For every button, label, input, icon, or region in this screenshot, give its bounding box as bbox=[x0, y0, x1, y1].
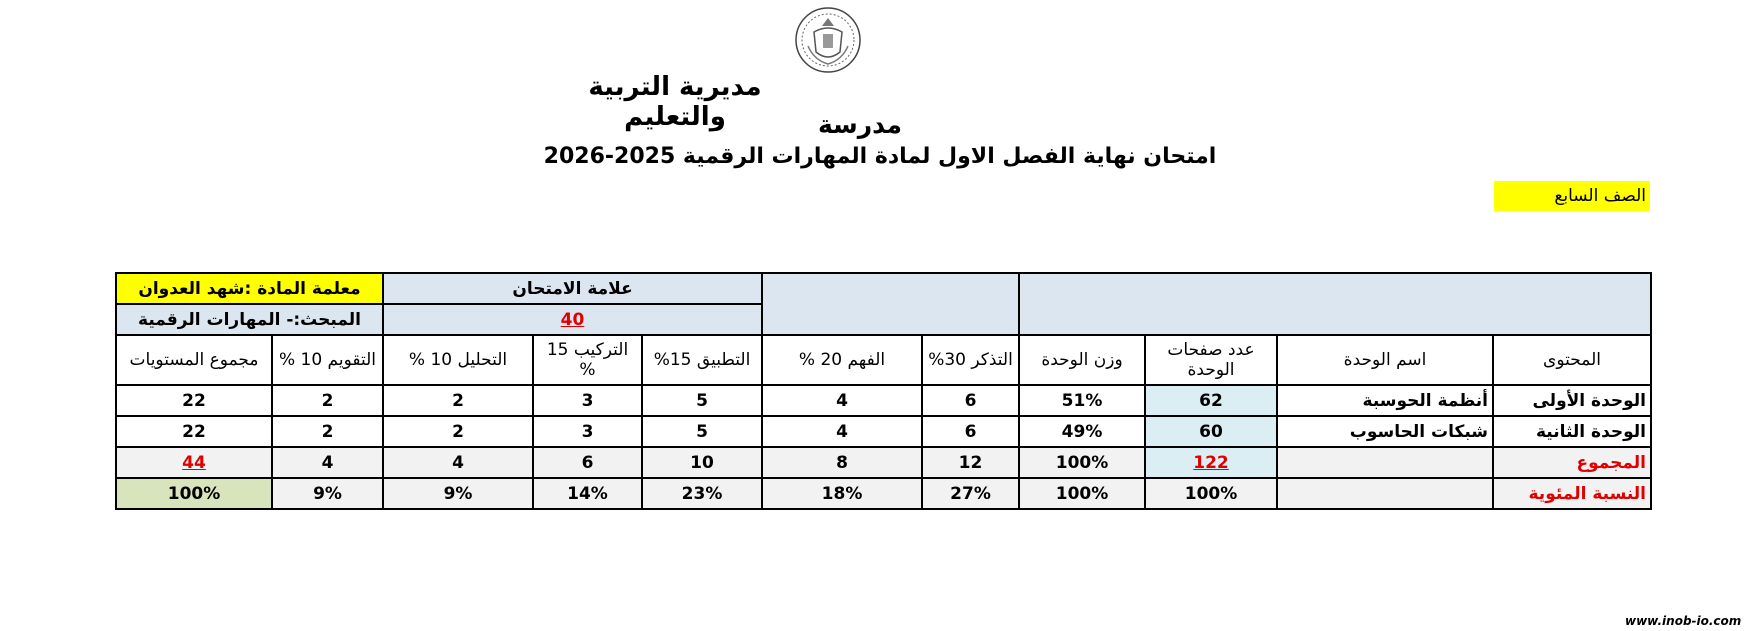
sum-weight: 100% bbox=[1019, 447, 1145, 478]
directorate-title: مديرية التربية والتعليم bbox=[588, 72, 762, 132]
col-total-levels: مجموع المستويات bbox=[116, 335, 272, 385]
pct-weight: 100% bbox=[1019, 478, 1145, 509]
cell-recall: 6 bbox=[922, 385, 1019, 416]
cell-total: 22 bbox=[116, 385, 272, 416]
col-analysis: التحليل 10 % bbox=[383, 335, 533, 385]
table-row bbox=[116, 385, 1651, 416]
jordan-emblem-icon bbox=[794, 6, 862, 74]
cell-analysis: 2 bbox=[383, 416, 533, 447]
percentage-row bbox=[116, 478, 1651, 509]
cell-unit-name: شبكات الحاسوب bbox=[1277, 416, 1493, 447]
cell-analysis: 2 bbox=[383, 385, 533, 416]
sum-synthesis: 6 bbox=[533, 447, 642, 478]
cell-synthesis: 3 bbox=[533, 385, 642, 416]
cell-evaluation: 2 bbox=[272, 416, 383, 447]
pct-unit-name bbox=[1277, 478, 1493, 509]
blank-header-cell bbox=[762, 273, 1019, 335]
exam-title: امتحان نهاية الفصل الاول لمادة المهارات الرقمية 2025-2026 bbox=[543, 144, 1217, 169]
exam-mark-value: 40 bbox=[383, 304, 762, 335]
specification-table bbox=[115, 272, 1652, 510]
table-row bbox=[116, 416, 1651, 447]
cell-comprehension: 4 bbox=[762, 416, 922, 447]
subject-cell: المبحث:- المهارات الرقمية bbox=[116, 304, 383, 335]
sum-unit-name bbox=[1277, 447, 1493, 478]
cell-evaluation: 2 bbox=[272, 385, 383, 416]
exam-mark-label: علامة الامتحان bbox=[383, 273, 762, 304]
sum-application: 10 bbox=[642, 447, 762, 478]
grade-label: الصف السابع bbox=[1494, 181, 1650, 211]
cell-pages: 60 bbox=[1145, 416, 1277, 447]
col-unit-name: اسم الوحدة bbox=[1277, 335, 1493, 385]
pct-analysis: 9% bbox=[383, 478, 533, 509]
pct-synthesis: 14% bbox=[533, 478, 642, 509]
pct-recall: 27% bbox=[922, 478, 1019, 509]
sum-comprehension: 8 bbox=[762, 447, 922, 478]
footer-url: www.inob-io.com bbox=[1625, 614, 1742, 628]
cell-total: 22 bbox=[116, 416, 272, 447]
cell-content: الوحدة الثانية bbox=[1493, 416, 1651, 447]
cell-unit-name: أنظمة الحوسبة bbox=[1277, 385, 1493, 416]
cell-application: 5 bbox=[642, 385, 762, 416]
cell-content: الوحدة الأولى bbox=[1493, 385, 1651, 416]
pct-pages: 100% bbox=[1145, 478, 1277, 509]
cell-synthesis: 3 bbox=[533, 416, 642, 447]
col-unit-weight: وزن الوحدة bbox=[1019, 335, 1145, 385]
col-content: المحتوى bbox=[1493, 335, 1651, 385]
sum-pages: 122 bbox=[1145, 447, 1277, 478]
sum-evaluation: 4 bbox=[272, 447, 383, 478]
cell-pages: 62 bbox=[1145, 385, 1277, 416]
sum-recall: 12 bbox=[922, 447, 1019, 478]
blank-header-cell-wide bbox=[1019, 273, 1651, 335]
pct-comprehension: 18% bbox=[762, 478, 922, 509]
sum-total: 44 bbox=[116, 447, 272, 478]
pct-label: النسبة المئوية bbox=[1493, 478, 1651, 509]
pct-evaluation: 9% bbox=[272, 478, 383, 509]
cell-comprehension: 4 bbox=[762, 385, 922, 416]
sum-label: المجموع bbox=[1493, 447, 1651, 478]
col-comprehension: الفهم 20 % bbox=[762, 335, 922, 385]
cell-recall: 6 bbox=[922, 416, 1019, 447]
col-unit-pages: عدد صفحات الوحدة bbox=[1145, 335, 1277, 385]
col-evaluation: التقويم 10 % bbox=[272, 335, 383, 385]
pct-application: 23% bbox=[642, 478, 762, 509]
sum-row bbox=[116, 447, 1651, 478]
col-application: التطبيق 15% bbox=[642, 335, 762, 385]
col-synthesis: التركيب 15 % bbox=[533, 335, 642, 385]
col-recall: التذكر 30% bbox=[922, 335, 1019, 385]
cell-weight: 51% bbox=[1019, 385, 1145, 416]
cell-application: 5 bbox=[642, 416, 762, 447]
teacher-cell: معلمة المادة :شهد العدوان bbox=[116, 273, 383, 304]
school-title: مدرسة bbox=[817, 110, 903, 139]
pct-total: 100% bbox=[116, 478, 272, 509]
cell-weight: 49% bbox=[1019, 416, 1145, 447]
sum-analysis: 4 bbox=[383, 447, 533, 478]
